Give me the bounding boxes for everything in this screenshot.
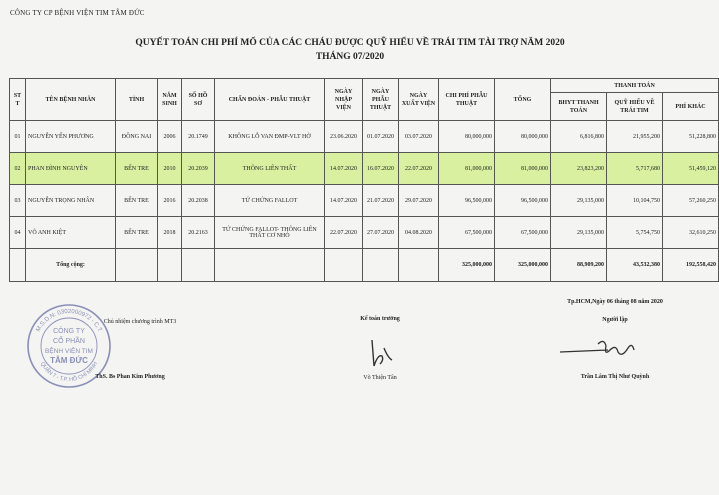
- header-insurance: BHYT THANH TOÁN: [551, 93, 607, 121]
- cell-name: NGUYỄN YẾN PHƯƠNG: [26, 121, 116, 153]
- cell-empty: [215, 249, 325, 282]
- cell-surgery-date: 01.07.2020: [363, 121, 399, 153]
- svg-text:CỔ PHẦN: CỔ PHẦN: [53, 338, 85, 345]
- cell-insurance: 29,135,000: [551, 185, 607, 217]
- header-other: PHÍ KHÁC: [663, 93, 719, 121]
- cell-total: 81,000,000: [495, 153, 551, 185]
- header-total: TỔNG: [495, 79, 551, 121]
- cell-diagnosis: KHÔNG LỖ VAN ĐMP-VLT HỞ: [215, 121, 325, 153]
- document-title: QUYẾT TOÁN CHI PHÍ MỔ CỦA CÁC CHÁU ĐƯỢC QUỸ HIỂU VỀ TRÁI TIM TÀI TRỢ NĂM 2020: [135, 38, 565, 48]
- cell-birth-year: 2006: [158, 121, 182, 153]
- cell-discharge-date: 29.07.2020: [399, 185, 439, 217]
- header-surgery-date: NGÀY PHẪU THUẬT: [363, 79, 399, 121]
- totals-total: 325,000,000: [495, 249, 551, 282]
- cell-discharge-date: 22.07.2020: [399, 153, 439, 185]
- cell-fund: 21,955,200: [607, 121, 663, 153]
- cell-total: 80,000,000: [495, 121, 551, 153]
- totals-surgery-cost: 325,000,000: [439, 249, 495, 282]
- header-surgery-cost: CHI PHÍ PHẪU THUẬT: [439, 79, 495, 121]
- header-birth-year: NĂM SINH: [158, 79, 182, 121]
- cell-admit-date: 22.07.2020: [325, 217, 363, 249]
- cell-province: ĐỒNG NAI: [116, 121, 158, 153]
- table-row: [10, 121, 719, 153]
- cell-total: 67,500,000: [495, 217, 551, 249]
- cell-birth-year: 2016: [158, 185, 182, 217]
- cell-record-no: 20.1749: [182, 121, 215, 153]
- cell-province: BẾN TRE: [116, 153, 158, 185]
- header-fund: QUỸ HIỂU VỀ TRÁI TIM: [607, 93, 663, 121]
- header-admit-date: NGÀY NHẬP VIỆN: [325, 79, 363, 121]
- svg-text:BỆNH VIỆN TIM: BỆNH VIỆN TIM: [45, 348, 93, 355]
- cell-total: 96,500,000: [495, 185, 551, 217]
- program-lead-name: ThS. Bs Phan Kim Phương: [95, 374, 165, 380]
- cell-birth-year: 2010: [158, 153, 182, 185]
- cell-insurance: 6,816,800: [551, 121, 607, 153]
- cell-other: 57,260,250: [663, 185, 719, 217]
- svg-text:TÂM ĐỨC: TÂM ĐỨC: [50, 356, 88, 365]
- cell-surgery-cost: 96,500,000: [439, 185, 495, 217]
- cell-empty: [325, 249, 363, 282]
- cell-surgery-cost: 81,000,000: [439, 153, 495, 185]
- settlement-table: [9, 78, 719, 282]
- cell-admit-date: 23.06.2020: [325, 121, 363, 153]
- cell-diagnosis: TỨ CHỨNG FALLOT: [215, 185, 325, 217]
- cell-province: BẾN TRE: [116, 217, 158, 249]
- cell-diagnosis: TỨ CHỨNG FALLOT- THÔNG LIÊN THẤT CƠ NHỎ: [215, 217, 325, 249]
- table-row-highlighted: [10, 153, 719, 185]
- preparer-name: Trần Lâm Thị Như Quỳnh: [580, 374, 650, 380]
- totals-row: [10, 249, 719, 282]
- totals-fund: 43,532,380: [607, 249, 663, 282]
- cell-name: PHAN ĐÌNH NGUYÊN: [26, 153, 116, 185]
- totals-insurance: 88,909,200: [551, 249, 607, 282]
- cell-surgery-cost: 80,000,000: [439, 121, 495, 153]
- cell-fund: 5,754,750: [607, 217, 663, 249]
- cell-empty: [182, 249, 215, 282]
- cell-surgery-cost: 67,500,000: [439, 217, 495, 249]
- cell-record-no: 20.2039: [182, 153, 215, 185]
- cell-discharge-date: 03.07.2020: [399, 121, 439, 153]
- header-discharge-date: NGÀY XUẤT VIỆN: [399, 79, 439, 121]
- cell-other: 51,228,800: [663, 121, 719, 153]
- svg-text:M.S.D.N: 0302000972 - C.T: M.S.D.N: 0302000972 - C.T: [35, 308, 103, 333]
- svg-text:QUẬN 7 - T.P. HỒ CHÍ MINH: QUẬN 7 - T.P. HỒ CHÍ MINH: [39, 361, 99, 384]
- cell-admit-date: 14.07.2020: [325, 153, 363, 185]
- cell-admit-date: 14.07.2020: [325, 185, 363, 217]
- cell-discharge-date: 04.08.2020: [399, 217, 439, 249]
- header-province: TỈNH: [116, 79, 158, 121]
- header-name: TÊN BỆNH NHÂN: [26, 79, 116, 121]
- cell-other: 51,459,120: [663, 153, 719, 185]
- cell-fund: 10,104,750: [607, 185, 663, 217]
- preparer-title: Người lập: [602, 317, 628, 323]
- header-stt: ST T: [10, 79, 26, 121]
- cell-surgery-date: 21.07.2020: [363, 185, 399, 217]
- date-place: Tp.HCM,Ngày 06 tháng 08 năm 2020: [567, 299, 663, 305]
- totals-other: 192,558,420: [663, 249, 719, 282]
- header-payment: THANH TOÁN: [551, 79, 719, 93]
- cell-birth-year: 2018: [158, 217, 182, 249]
- cell-stt: 03: [10, 185, 26, 217]
- cell-stt: 02: [10, 153, 26, 185]
- cell-empty: [10, 249, 26, 282]
- cell-surgery-date: 27.07.2020: [363, 217, 399, 249]
- cell-province: BẾN TRE: [116, 185, 158, 217]
- preparer-signature: [558, 334, 648, 364]
- cell-empty: [158, 249, 182, 282]
- table-row: [10, 217, 719, 249]
- cell-record-no: 20.2163: [182, 217, 215, 249]
- cell-other: 32,610,250: [663, 217, 719, 249]
- header-diagnosis: CHẨN ĐOÁN - PHẪU THUẬT: [215, 79, 325, 121]
- company-name: CÔNG TY CP BỆNH VIỆN TIM TÂM ĐỨC: [10, 9, 145, 17]
- cell-stt: 04: [10, 217, 26, 249]
- accountant-signature: [362, 336, 398, 372]
- cell-empty: [116, 249, 158, 282]
- cell-name: VÕ ANH KIỆT: [26, 217, 116, 249]
- cell-record-no: 20.2038: [182, 185, 215, 217]
- cell-empty: [363, 249, 399, 282]
- cell-insurance: 23,823,200: [551, 153, 607, 185]
- header-record-no: SỐ HỒ SƠ: [182, 79, 215, 121]
- accountant-title: Kế toán trưởng: [360, 316, 400, 322]
- cell-empty: [399, 249, 439, 282]
- document-subtitle: THÁNG 07/2020: [315, 52, 385, 62]
- cell-fund: 5,717,680: [607, 153, 663, 185]
- table-row: [10, 185, 719, 217]
- cell-insurance: 29,135,000: [551, 217, 607, 249]
- program-lead-title: Chủ nhiệm chương trình MT3: [103, 319, 177, 325]
- cell-name: NGUYỄN TRỌNG NHÂN: [26, 185, 116, 217]
- totals-label: Tổng cộng:: [26, 249, 116, 282]
- cell-surgery-date: 16.07.2020: [363, 153, 399, 185]
- svg-text:CÔNG TY: CÔNG TY: [53, 328, 85, 335]
- cell-stt: 01: [10, 121, 26, 153]
- accountant-name: Võ Thiện Tân: [363, 375, 397, 381]
- cell-diagnosis: THÔNG LIÊN THẤT: [215, 153, 325, 185]
